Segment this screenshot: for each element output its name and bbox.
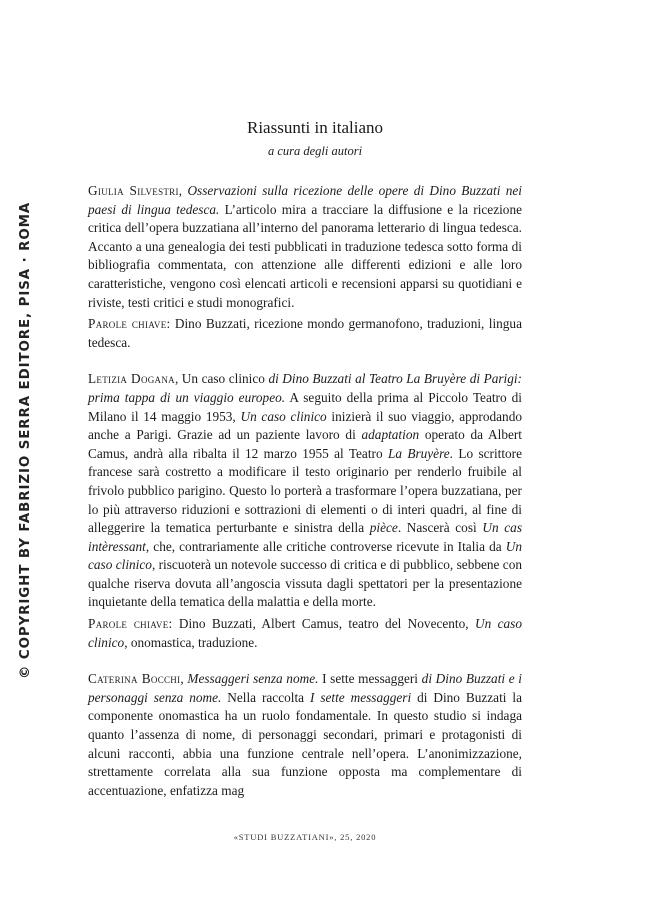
small-caps-text: Parole chiave:	[88, 316, 171, 332]
italic-text: Messaggeri senza nome.	[187, 671, 319, 687]
text-run: , Un caso clinico	[174, 371, 269, 387]
italic-text: I sette messaggeri	[309, 689, 412, 705]
small-caps-text: Parole chiave:	[88, 616, 173, 632]
text-run: ,	[180, 671, 188, 687]
abstract-keywords	[88, 615, 522, 652]
text-run: ,	[178, 183, 188, 198]
italic-text: Un caso clinico	[240, 408, 327, 424]
text-run: I sette messaggeri	[318, 671, 422, 687]
italic-text: Un caso clinico	[88, 538, 522, 573]
abstract-dogana	[88, 370, 522, 652]
abstracts-column	[88, 182, 522, 818]
text-run: inizierà il suo viaggio, approdando anche a Parigi. Grazie ad un paziente lavoro di	[88, 408, 522, 443]
text-run: . Lo scrittore francese sarà costretto a modificare il testo originario per renderlo fruibile al frivolo pubblico parigino. Questo lo porterà a trasformare l’opera buzzatiana, per lo più attraverso riduzioni e sottrazioni di elementi o di interi quadri, al fine di alleggerire la tematica perturbante e sinistra della	[88, 445, 523, 536]
italic-text: pièce	[369, 520, 398, 536]
abstract-bocchi	[88, 670, 522, 800]
italic-text: adaptation	[361, 427, 420, 443]
small-caps-text: Letizia Dogana	[88, 371, 175, 387]
abstract-body	[88, 370, 522, 612]
text-run: , onomastica, traduzione.	[124, 634, 258, 650]
page-title: Riassunti in italiano	[247, 118, 383, 137]
text-run: di Dino Buzzati la componente onomastica ha un ruolo fondamentale. In questo studio si indaga quanto l’assenza di nome, di personaggi secondari, primari e protagonisti di alcuni racconti, abbia una funzione centrale nell’opera. L’anonimizzazione, strettamente correlata alla sua funzione opposta ma complementare di accentuazione, enfatizza mag	[88, 689, 522, 798]
italic-text: Un caso clinico	[88, 616, 522, 650]
text-run: Dino Buzzati, ricezione mondo germanofono, traduzioni, lingua tedesca.	[88, 316, 522, 350]
running-footer: «STUDI BUZZATIANI», 25, 2020	[233, 832, 377, 842]
abstract-silvestri	[88, 182, 522, 352]
abstract-body	[88, 670, 522, 800]
abstract-keywords	[88, 315, 522, 352]
text-run: Dino Buzzati, Albert Camus, teatro del Novecento,	[172, 616, 475, 632]
italic-text: di Dino Buzzati al Teatro La Bruyère di Parigi: prima tappa di un viaggio europeo.	[88, 371, 522, 405]
italic-text: La Bruyère	[387, 445, 450, 461]
text-run: L’articolo mira a tracciare la diffusione e la ricezione critica dell’opera buzzatiana all’interno del panorama letterario di lingua tedesca. Accanto a una genealogia dei testi pubblicati in traduzione tedesca sotto forma di bibliografia commentata, con attenzione alle differenti edizioni e alle loro caratteristiche, vengono così elencati articoli e recensioni apparsi su quotidiani e riviste, testi critici e studi monografici.	[88, 201, 522, 310]
small-caps-text: Caterina Bocchi	[88, 671, 181, 687]
text-run: , riscuoterà un notevole successo di critica e di pubblico, sebbene con qualche riserva dovuta all’angoscia vissuta dagli spettatori per la presentazione inquietante della tematica della malattia e della morte.	[88, 557, 523, 610]
text-run: operato da Albert Camus, andrà alla ribalta il 12 marzo 1955 al Teatro	[88, 427, 522, 461]
copyright-notice: © COPYRIGHT BY FABRIZIO SERRA EDITORE, PISA · ROMA	[18, 201, 33, 679]
page-subtitle: a cura degli autori	[267, 144, 363, 158]
small-caps-text: Giulia Silvestri	[88, 183, 179, 198]
text-run: Nella raccolta	[221, 689, 310, 705]
italic-text: Osservazioni sulla ricezione delle opere di Dino Buzzati nei paesi di lingua tedesca.	[88, 183, 523, 217]
text-run: A seguito della prima al Piccolo Teatro di Milano il 14 maggio 1953,	[88, 389, 522, 424]
abstract-body	[88, 182, 522, 312]
text-run: , che, contrariamente alle critiche controverse ricevute in Italia da	[145, 538, 506, 554]
italic-text: Un cas intèressant	[88, 520, 522, 554]
text-run: . Nascerà così	[397, 520, 483, 536]
italic-text: di Dino Buzzati e i personaggi senza nome.	[88, 671, 522, 705]
